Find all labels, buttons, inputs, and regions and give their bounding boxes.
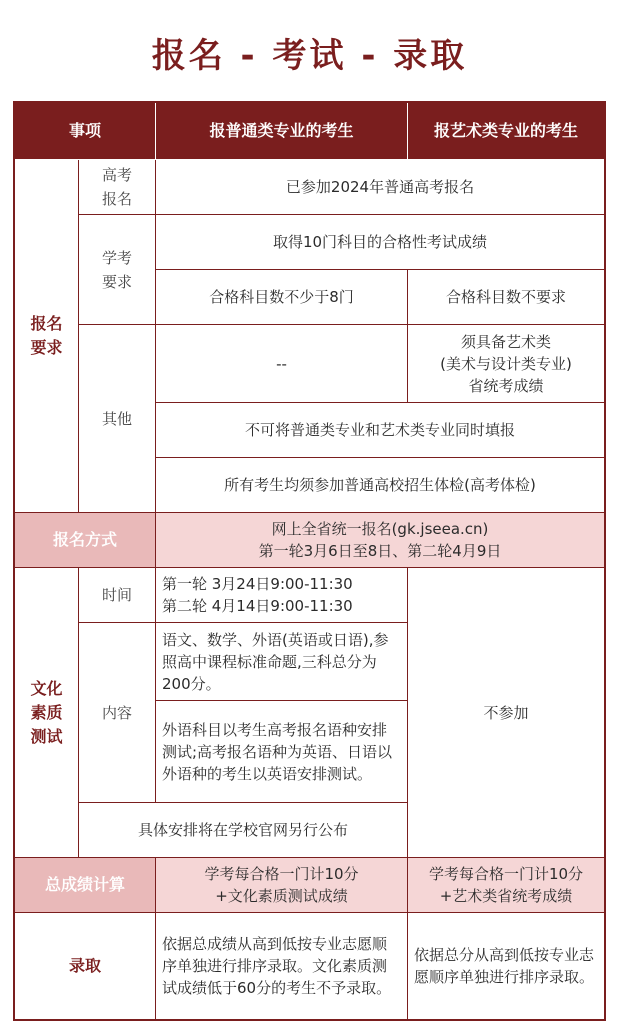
other-general: -- bbox=[156, 325, 408, 403]
header-general: 报普通类专业的考生 bbox=[156, 103, 408, 160]
admission-general: 依据总成绩从高到低按专业志愿顺序单独进行排序录取。文化素质测试成绩低于60分的考生不予录取。 bbox=[156, 913, 408, 1019]
header-art: 报艺术类专业的考生 bbox=[408, 103, 604, 160]
method-value: 网上全省统一报名(gk.jseea.cn) 第一轮3月6日至8日、第二轮4月9日 bbox=[156, 513, 604, 568]
time-value: 第一轮 3月24日9:00-11:30 第二轮 4月14日9:00-11:30 bbox=[156, 568, 408, 623]
xuekao-label: 学考 要求 bbox=[79, 215, 156, 325]
total-score-art: 学考每合格一门计10分 +艺术类省统考成绩 bbox=[408, 858, 604, 913]
page-title: 报名 - 考试 - 录取 bbox=[151, 36, 468, 76]
gaokao-value: 已参加2024年普通高考报名 bbox=[156, 160, 604, 215]
content-label: 内容 bbox=[79, 623, 156, 803]
other-rule-2: 所有考生均须参加普通高校招生体检(高考体检) bbox=[156, 458, 604, 513]
gaokao-label: 高考 报名 bbox=[79, 160, 156, 215]
registration-label: 报名 要求 bbox=[15, 160, 79, 513]
content-2: 外语科目以考生高考报名语种安排测试;高考报名语种为英语、日语以外语种的考生以英语安排测试。 bbox=[156, 701, 408, 803]
time-label: 时间 bbox=[79, 568, 156, 623]
xuekao-art: 合格科目数不要求 bbox=[408, 270, 604, 325]
content-1: 语文、数学、外语(英语或日语),参照高中课程标准命题,三科总分为200分。 bbox=[156, 623, 408, 701]
culture-notice: 具体安排将在学校官网另行公布 bbox=[79, 803, 408, 858]
other-rule-1: 不可将普通类专业和艺术类专业同时填报 bbox=[156, 403, 604, 458]
admission-art: 依据总分从高到低按专业志愿顺序单独进行排序录取。 bbox=[414, 946, 595, 986]
total-score-label: 总成绩计算 bbox=[15, 858, 156, 913]
other-art: 须具备艺术类 (美术与设计类专业) 省统考成绩 bbox=[408, 325, 604, 403]
admission-table bbox=[13, 101, 606, 1021]
total-score-general: 学考每合格一门计10分 +文化素质测试成绩 bbox=[156, 858, 408, 913]
other-label: 其他 bbox=[79, 325, 156, 513]
xuekao-general: 合格科目数不少于8门 bbox=[156, 270, 408, 325]
culture-test-label: 文化 素质 测试 bbox=[15, 568, 79, 858]
header-item: 事项 bbox=[15, 103, 156, 160]
method-label: 报名方式 bbox=[15, 513, 156, 568]
culture-test-art: 不参加 bbox=[408, 568, 604, 858]
admission-label: 录取 bbox=[15, 913, 156, 1019]
xuekao-all: 取得10门科目的合格性考试成绩 bbox=[156, 215, 604, 270]
